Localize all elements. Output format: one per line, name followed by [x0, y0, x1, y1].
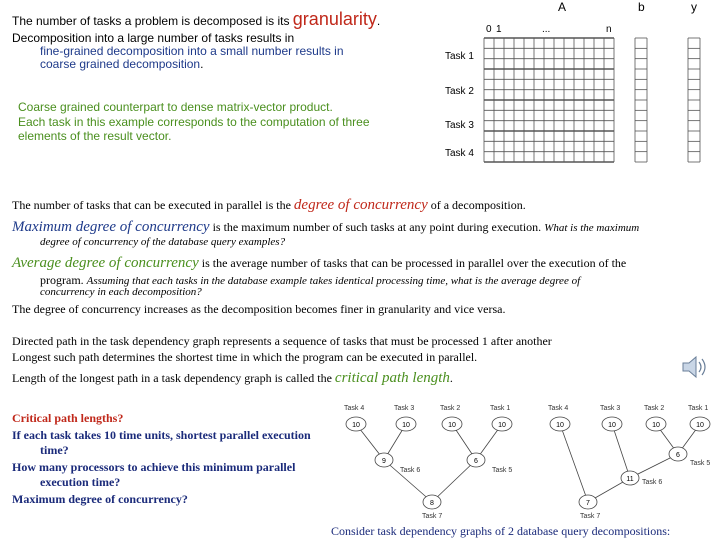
concurrency-p1-suffix: of a decomposition. [427, 198, 526, 212]
right-top-label-2: Task 3 [600, 405, 621, 412]
index-1: 1 [496, 24, 502, 35]
index-dots: ... [542, 24, 551, 35]
left-bottom-value: 8 [430, 500, 434, 507]
concurrency-p3-text: is the average number of tasks that can be processed in parallel over the execution of the [198, 256, 627, 270]
left-mid-right-value: 6 [474, 458, 478, 465]
fine-grained-term: fine-grained decomposition [40, 44, 185, 58]
degree-of-concurrency-term: degree of concurrency [293, 197, 428, 213]
right-top-label-3: Task 2 [644, 405, 665, 412]
right-top-value-1: 10 [556, 422, 564, 429]
task-graph-right [540, 398, 720, 520]
vector-header-b: b [638, 0, 645, 14]
task-1-label: Task 1 [445, 51, 474, 62]
vector-header-y: y [691, 0, 697, 14]
right-task5-value: 6 [676, 452, 680, 459]
vector-y-grid [688, 38, 700, 162]
concurrency-p1 [12, 197, 526, 214]
right-top-value-4: 10 [696, 422, 704, 429]
right-task5-label: Task 5 [690, 460, 711, 467]
concurrency-p2-question-2: degree of concurrency of the database query examples? [40, 236, 286, 248]
critical-path-line3-suffix: . [449, 371, 453, 385]
coarse-note-line-2: Each task in this example corresponds to the computation of three [18, 115, 370, 129]
right-top-label-4: Task 1 [688, 405, 709, 412]
question-critical-path: Critical path lengths? [12, 411, 124, 425]
left-top-value-4: 10 [498, 422, 506, 429]
concurrency-p3-question-2: concurrency in each decomposition? [40, 286, 202, 298]
left-top-value-1: 10 [352, 422, 360, 429]
left-top-label-4: Task 1 [490, 405, 511, 412]
concurrency-p2 [12, 219, 639, 236]
left-top-value-2: 10 [402, 422, 410, 429]
index-n: n [606, 24, 612, 35]
left-mid-left-label: Task 6 [400, 467, 421, 474]
question-processors-b: execution time? [40, 475, 121, 489]
concurrency-p3-question-1: Assuming that each tasks in the database example takes identical processing time, what is the average degree of [86, 275, 581, 287]
right-top-value-3: 10 [652, 422, 660, 429]
intro-line-4 [40, 57, 203, 71]
coarse-note-line-1: Coarse grained counterpart to dense matrix-vector product. [18, 100, 333, 114]
left-top-label-2: Task 3 [394, 405, 415, 412]
vector-b-grid [635, 38, 647, 162]
left-mid-right-label: Task 5 [492, 467, 513, 474]
intro-line-2: Decomposition into a large number of tasks results in [12, 31, 295, 45]
speaker-icon[interactable] [680, 354, 708, 380]
matrix-vector-figure [440, 0, 720, 185]
left-top-label-1: Task 4 [344, 405, 365, 412]
left-bottom-label: Task 7 [422, 513, 443, 520]
concurrency-p3-text2: program. [40, 273, 87, 287]
index-0: 0 [486, 24, 492, 35]
intro-line3-suffix: into a small number results in [184, 44, 344, 58]
question-processors-a: How many processors to achieve this minimum parallel [12, 460, 296, 474]
right-top-label-1: Task 4 [548, 405, 569, 412]
matrix-grid [484, 38, 614, 162]
concurrency-p2-question-1: What is the maximum [544, 222, 640, 234]
right-task6-label: Task 6 [642, 479, 663, 486]
left-top-label-3: Task 2 [440, 405, 461, 412]
coarse-grained-term: coarse grained decomposition [40, 57, 201, 71]
critical-path-line-3 [12, 370, 453, 387]
question-shortest-time-b: time? [40, 443, 69, 457]
critical-path-line-2: Longest such path determines the shortest time in which the program can be executed in parallel. [12, 350, 478, 364]
concurrency-p2-text: is the maximum number of such tasks at any point during execution. [209, 220, 545, 234]
question-max-degree: Maximum degree of concurrency? [12, 492, 188, 506]
concurrency-p3 [12, 255, 626, 272]
concurrency-p4: The degree of concurrency increases as the decomposition becomes finer in granularity and vice versa. [12, 302, 506, 316]
left-mid-left-value: 9 [382, 458, 386, 465]
right-task6-value: 11 [626, 476, 634, 483]
task-graph-left [340, 398, 530, 520]
left-top-value-3: 10 [448, 422, 456, 429]
question-shortest-time-a: If each task takes 10 time units, shortest parallel execution [12, 428, 311, 442]
intro-line4-suffix: . [200, 57, 204, 71]
intro-line1-prefix: The number of tasks a problem is decomposed is its [12, 14, 293, 28]
right-top-value-2: 10 [608, 422, 616, 429]
task-3-label: Task 3 [445, 120, 474, 131]
max-degree-term: Maximum degree of concurrency [12, 219, 210, 235]
intro-line1-suffix: . [376, 14, 381, 28]
task-4-label: Task 4 [445, 148, 474, 159]
critical-path-line3-prefix: Length of the longest path in a task dependency graph is called the [12, 371, 335, 385]
right-bottom-value: 7 [586, 500, 590, 507]
matrix-header-A: A [558, 0, 567, 14]
right-bottom-label: Task 7 [580, 513, 601, 520]
task-2-label: Task 2 [445, 86, 474, 97]
critical-path-length-term: critical path length [334, 370, 450, 386]
intro-line-1 [12, 9, 380, 30]
intro-line-3 [40, 44, 344, 58]
graphs-caption: Consider task dependency graphs of 2 database query decompositions: [331, 524, 671, 538]
avg-degree-term: Average degree of concurrency [12, 255, 199, 271]
critical-path-line-1: Directed path in the task dependency graph represents a sequence of tasks that must be processed 1 after another [12, 334, 552, 348]
granularity-term: granularity [292, 9, 377, 29]
concurrency-p1-prefix: The number of tasks that can be executed in parallel is the [12, 198, 294, 212]
coarse-note-line-3: elements of the result vector. [18, 129, 172, 143]
